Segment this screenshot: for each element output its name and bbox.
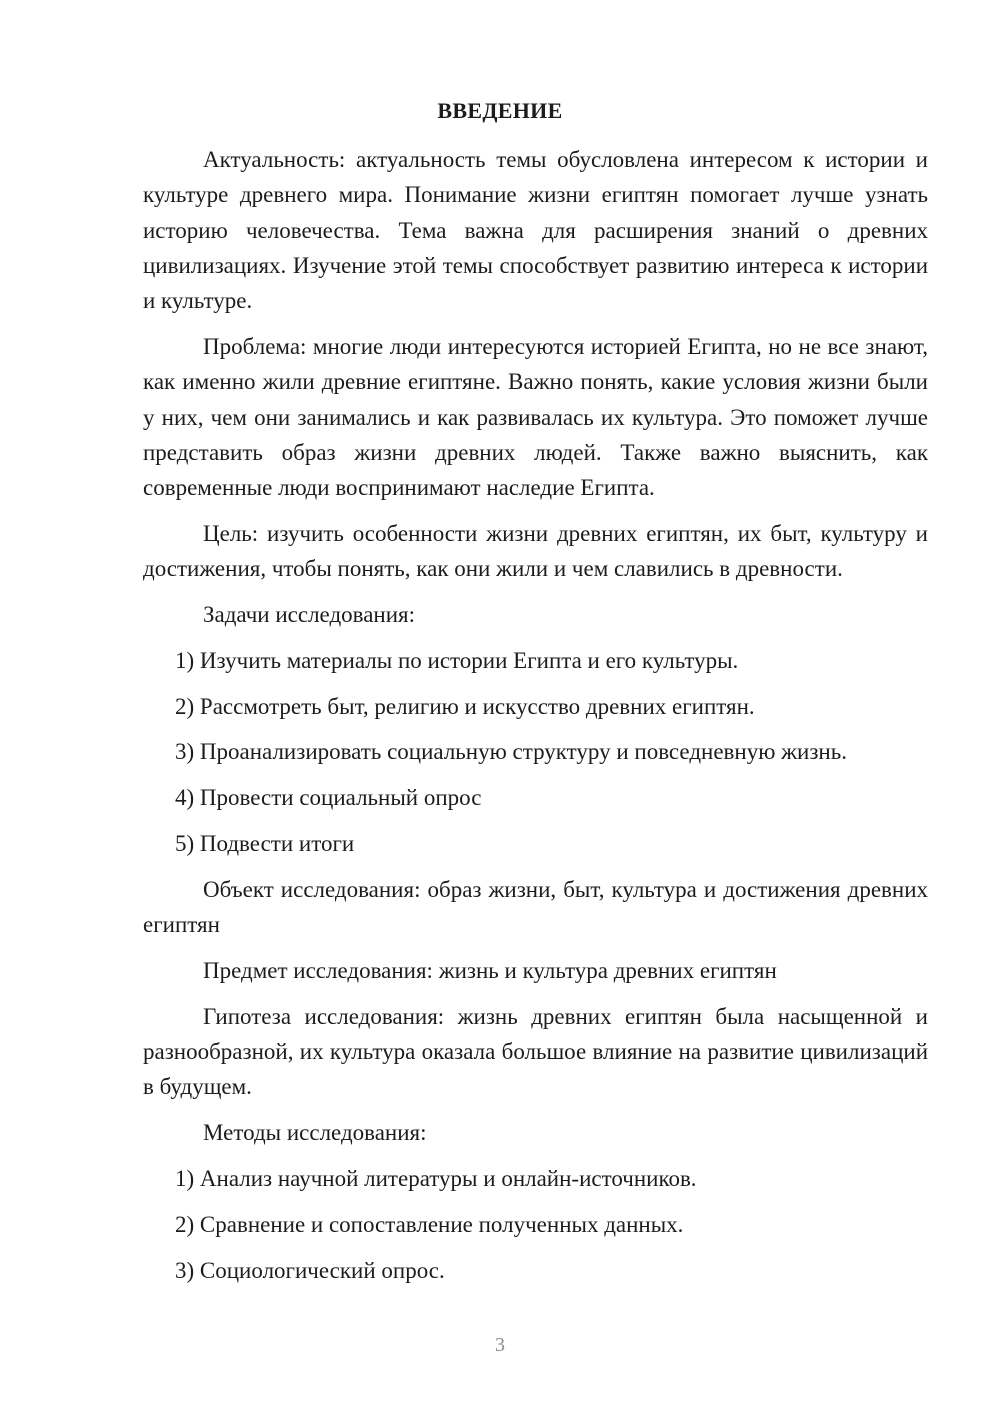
list-item: 2) Сравнение и сопоставление полученных данных. [175,1211,684,1237]
list-item: 1) Анализ научной литературы и онлайн-источников. [175,1165,697,1191]
methods-heading: Методы исследования: [203,1120,427,1146]
paragraph-hypothesis: Гипотеза исследования: жизнь древних египтян была насыщенной и разнообразной, их культура оказала большое влияние на развитие цивилизаций в будущем. [143,1003,928,1100]
list-item: 5) Подвести итоги [175,831,355,857]
page-number: 3 [495,1334,505,1356]
list-item: 3) Социологический опрос. [175,1257,445,1283]
tasks-heading: Задачи исследования: [203,602,416,628]
paragraph-problem: Проблема: многие люди интересуются историей Египта, но не все знают, как именно жили древние египтяне. Важно понять, какие условия жизни были у них, чем они занимались и как развивалась их культура. Это поможет лучше представить образ жизни древних людей. Также важно выяснить, как современные люди воспринимают наследие Египта. [143,333,928,501]
document-body [143,142,928,1298]
list-item: 2) Рассмотреть быт, религию и искусство древних египтян. [175,693,755,719]
list-item: 4) Провести социальный опрос [175,785,482,811]
section-heading: ВВЕДЕНИЕ [437,98,563,123]
list-item: 1) Изучить материалы по истории Египта и его культуры. [175,647,739,673]
list-item: 3) Проанализировать социальную структуру и повседневную жизнь. [175,739,847,765]
paragraph-relevance: Актуальность: актуальность темы обусловлена интересом к истории и культуре древнего мира. Понимание жизни египтян помогает лучше узнать историю человечества. Тема важна для расширения знаний о древних цивилизациях. Изучение этой темы способствует развитию интереса к истории и культуре. [143,147,928,314]
paragraph-object: Объект исследования: образ жизни, быт, культура и достижения древних египтян [143,876,928,938]
methods-list [143,1161,928,1288]
tasks-list [143,643,928,861]
paragraph-subject: Предмет исследования: жизнь и культура древних египтян [203,957,777,983]
paragraph-goal: Цель: изучить особенности жизни древних египтян, их быт, культуру и достижения, чтобы понять, как они жили и чем славились в древности. [143,520,928,582]
